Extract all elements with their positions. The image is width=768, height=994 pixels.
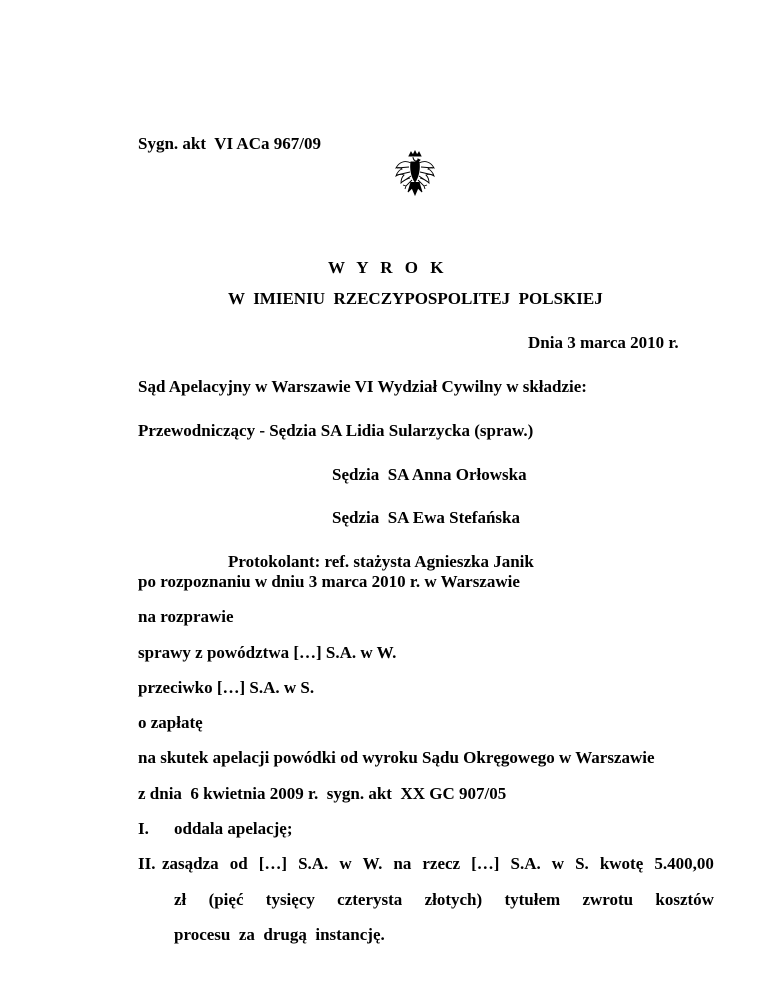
polish-eagle-emblem-icon (393, 150, 437, 202)
ruling-word: S.A. (298, 854, 329, 873)
appeal-line-2: z dnia 6 kwietnia 2009 r. sygn. akt XX GC 907/05 (138, 784, 507, 803)
ruling-word: W. (362, 854, 383, 873)
court-composition: Sąd Apelacyjny w Warszawie VI Wydział Cywilny w składzie: (138, 377, 587, 396)
ruling-word: złotych) (424, 890, 483, 909)
ruling-2-line-3: procesu za drugą instancję. (174, 925, 385, 944)
ruling-2-number: II. (138, 854, 156, 873)
ruling-word: czterysta (337, 890, 403, 909)
ruling-word: zasądza (162, 854, 219, 873)
ruling-word: kosztów (655, 890, 714, 909)
ruling-word: tysięcy (265, 890, 315, 909)
ruling-word: […] (471, 854, 500, 873)
hearing-info: po rozpoznaniu w dniu 3 marca 2010 r. w Warszawie (138, 572, 520, 591)
document-title: W Y R O K (328, 258, 448, 277)
ruling-word: […] (258, 854, 288, 873)
ruling-word: zł (174, 890, 187, 909)
ruling-word: na (393, 854, 412, 873)
ruling-2-line-1 (162, 854, 714, 874)
ruling-1-number: I. (138, 819, 149, 838)
case-subject: o zapłatę (138, 713, 203, 732)
plaintiff: sprawy z powództwa […] S.A. w W. (138, 643, 397, 662)
judgment-date: Dnia 3 marca 2010 r. (528, 333, 679, 352)
ruling-word: kwotę (599, 854, 644, 873)
ruling-word: S. (575, 854, 589, 873)
session-type: na rozprawie (138, 607, 234, 626)
ruling-word: w (551, 854, 565, 873)
ruling-word: rzecz (422, 854, 461, 873)
ruling-word: (pięć (208, 890, 244, 909)
ruling-1-text: oddala apelację; (174, 819, 293, 838)
ruling-word: w (339, 854, 352, 873)
judge-2: Sędzia SA Ewa Stefańska (332, 508, 520, 527)
defendant: przeciwko […] S.A. w S. (138, 678, 315, 697)
court-clerk: Protokolant: ref. stażysta Agnieszka Janik (228, 552, 534, 571)
case-number: Sygn. akt VI ACa 967/09 (138, 134, 321, 153)
ruling-word: od (229, 854, 248, 873)
judge-1: Sędzia SA Anna Orłowska (332, 465, 527, 484)
ruling-2-line-2 (174, 890, 714, 910)
ruling-word: S.A. (510, 854, 541, 873)
appeal-line-1: na skutek apelacji powódki od wyroku Sądu Okręgowego w Warszawie (138, 748, 655, 767)
ruling-word: 5.400,00 (654, 854, 714, 873)
presiding-judge: Przewodniczący - Sędzia SA Lidia Sularzycka (spraw.) (138, 421, 534, 440)
ruling-word: zwrotu (582, 890, 634, 909)
ruling-word: tytułem (504, 890, 561, 909)
document-subtitle: W IMIENIU RZECZYPOSPOLITEJ POLSKIEJ (228, 289, 603, 308)
